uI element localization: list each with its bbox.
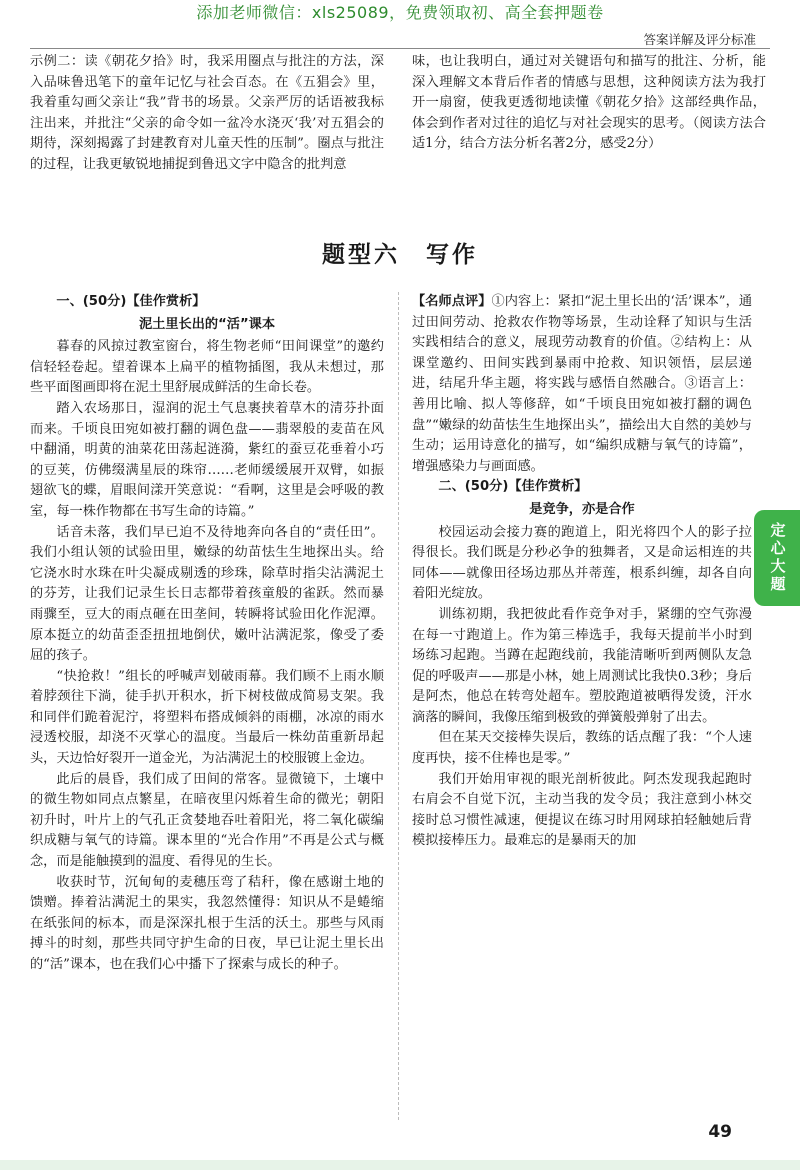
page-number: 49 xyxy=(708,1122,732,1142)
essay1-paragraph: “快抢救！”组长的呼喊声划破雨幕。我们顾不上雨水顺着脖颈往下淌，徒手扒开积水，折下树枝做成简易支架。我和同伴们跪着泥泞，将塑料布搭成倾斜的雨棚，冰凉的雨水浸透校服，却浇不灭掌心的温度。当最后一株幼苗重新昂起头，天边恰好裂开一道金光，为沾满泥土的校服镀上金边。 xyxy=(30,668,384,767)
essay2-paragraph: 但在某天交接棒失误后，教练的话点醒了我：“个人速度再快，接不住棒也是零。” xyxy=(412,730,752,767)
essay1-paragraph: 收获时节，沉甸甸的麦穗压弯了秸秆，像在感谢土地的馈赠。捧着沾满泥土的果实，我忽然懂得：知识从不是蜷缩在纸张间的标本，而是深深扎根于生活的沃土。那些与风雨搏斗的时刻，那些共同守护生命的日夜，早已让泥土里长出的“活”课本，也在我们心中播下了探索与成长的种子。 xyxy=(30,874,384,972)
essay2-paragraph: 我们开始用审视的眼光剖析彼此。阿杰发现我起跑时右肩会不自觉下沉，主动当我的发令员；我注意到小林交接时总习惯性减速，便提议在练习时用网球拍轻触她后背模拟接棒压力。最难忘的是暴雨天的加 xyxy=(412,771,752,849)
comment-label: 【名师点评】 xyxy=(412,294,492,309)
essay1-paragraph: 话音未落，我们早已迫不及待地奔向各自的“责任田”。我们小组认领的试验田里，嫩绿的幼苗怯生生地探出头。给它浇水时水珠在叶尖凝成剔透的珍珠，除草时指尖沾满泥土的芬芳，让我们记录生长日志都带着孩童般的雀跃。然而暴雨骤至，豆大的雨点砸在田垄间，转瞬将试验田化作泥潭。原本挺立的幼苗歪歪扭扭地倒伏，嫩叶沾满泥浆，像受了委屈的孩子。 xyxy=(30,524,384,664)
section-title: 题型六 写作 xyxy=(322,242,478,268)
essay2-header: 二、(50分)【佳作赏析】 xyxy=(438,479,588,495)
essay1-paragraph: 此后的晨昏，我们成了田间的常客。显微镜下，土壤中的微生物如同点点繁星，在暗夜里闪烁着生命的微光；朝阳初升时，叶片上的气孔正贪婪地吞吐着阳光，将二氧化碳编织成糖与氧气的诗篇。课本里的“光合作用”不再是公式与概念，而是能触摸到的温度、看得见的生长。 xyxy=(30,771,384,870)
right-column xyxy=(412,292,752,1120)
left-column xyxy=(30,292,384,1120)
top-left-text: 示例二：读《朝花夕拾》时，我采用圈点与批注的方法，深入品味鲁迅笔下的童年记忆与社会百态。在《五猖会》里，我着重勾画父亲让“我”背书的场景。父亲严厉的话语被我标注出来，并批注“父亲的命令如一盆冷水浇灭‘我’对五猖会的期待，深刻揭露了封建教育对儿童天性的压制”。圈点与批注的过程，让我更敏锐地捕捉到鲁迅文字中隐含的批判意 xyxy=(30,54,384,172)
footer-bar xyxy=(0,1160,800,1170)
essay1-title: 泥土里长出的“活”课本 xyxy=(138,316,276,332)
essay2-paragraph: 训练初期，我把彼此看作竞争对手，紧绷的空气弥漫在每一寸跑道上。作为第三棒选手，我每天提前半小时到场练习起跑。当蹲在起跑线前，我能清晰听到两侧队友急促的呼吸声——那是小林，她上周测试比我快0.3秒；身后是阿杰，他总在转弯处超车。塑胶跑道被晒得发烫，汗水滴落的瞬间，我像压缩到极致的弹簧般弹射了出去。 xyxy=(412,606,752,725)
top-left-column xyxy=(30,52,384,222)
running-head: 答案详解及评分标准 xyxy=(643,32,756,47)
essay1-header: 一、(50分)【佳作赏析】 xyxy=(56,294,206,309)
comment-text: ①内容上：紧扣“泥土里长出的‘活’课本”，通过田间劳动、抢救农作物等场景，生动诠释了知识与生活实践相结合的意义，展现劳动教育的价值。②结构上：从课堂邀约、田间实践到暴雨中抢救、知识领悟，层层递进，结尾升华主题，将实践与感悟自然融合。③语言上：善用比喻、拟人等修辞，如“千顷良田宛如被打翻的调色盘”“嫩绿的幼苗怯生生地探出头”，描绘出大自然的美妙与生动；运用诗意化的描写，如“编织成糖与氧气的诗篇”，增强感染力与画面感。 xyxy=(412,294,752,474)
column-divider xyxy=(398,292,399,1120)
essay2-title: 是竞争，亦是合作 xyxy=(529,501,635,517)
essay2-paragraph: 校园运动会接力赛的跑道上，阳光将四个人的影子拉得很长。我们既是分秒必争的独舞者，又是命运相连的共同体——就像田径场边那丛并蒂莲，根系纠缠，却各自向着阳光绽放。 xyxy=(412,524,752,602)
top-right-text: 味，也让我明白，通过对关键语句和描写的批注、分析，能深入理解文本背后作者的情感与思想，这种阅读方法为我打开一扇窗，使我更透彻地读懂《朝花夕拾》这部经典作品，体会到作者对过往的追忆与对社会现实的思考。（阅读方法合适1分，结合方法分析名著2分，感受2分） xyxy=(412,54,766,152)
essay1-paragraph: 踏入农场那日，湿润的泥土气息裹挟着草木的清芬扑面而来。千顷良田宛如被打翻的调色盘——翡翠般的麦苗在风中翻涌，明黄的油菜花田荡起涟漪，紫红的蚕豆花垂着小巧的豆荚，仿佛缀满星辰的珠帘……老师缓缓展开双臂，如振翅欲飞的蝶，眉眼间漾开笑意说：“看啊，这里是会呼吸的教室，每一株作物都在书写生命的诗篇。” xyxy=(30,400,384,519)
essay1-paragraph: 暮春的风掠过教室窗台，将生物老师“田间课堂”的邀约信轻轻卷起。望着课本上扁平的植物插图，我从未想过，那些平面图画即将在泥土里舒展成鲜活的生命长卷。 xyxy=(30,339,384,396)
teacher-comment xyxy=(412,292,752,477)
top-banner: 添加老师微信：xls25089，免费领取初、高全套押题卷 xyxy=(196,3,604,22)
side-tab: 定心大题 xyxy=(754,510,800,606)
header-rule xyxy=(30,48,770,49)
top-right-column xyxy=(412,52,766,222)
